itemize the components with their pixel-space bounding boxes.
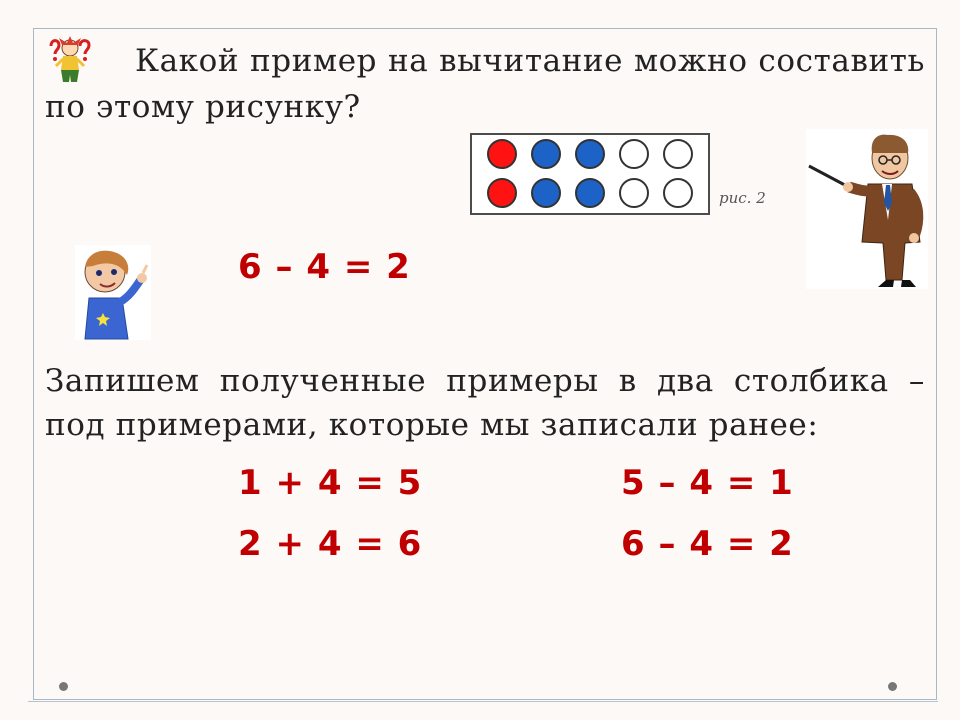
blue-counter-circle <box>532 140 560 168</box>
blue-counter-circle <box>576 140 604 168</box>
boy-illustration <box>75 245 151 340</box>
main-subtraction-example: 6 – 4 = 2 <box>238 247 411 287</box>
blue-counter-circle <box>576 179 604 207</box>
figure-label: рис. 2 <box>719 189 766 207</box>
right-column-example-2: 6 – 4 = 2 <box>621 524 794 564</box>
counter-grid <box>472 135 708 213</box>
teacher-illustration <box>806 129 928 289</box>
counter-figure <box>470 133 710 215</box>
blue-counter-circle <box>532 179 560 207</box>
red-counter-circle <box>488 179 516 207</box>
left-bottom-dot <box>59 682 68 691</box>
left-column-example-2: 2 + 4 = 6 <box>238 524 423 564</box>
instruction-text: Запишем полученные примеры в два столбика – под примерами, которые мы записали ранее: <box>45 363 925 443</box>
red-counter-circle <box>488 140 516 168</box>
right-bottom-dot <box>888 682 897 691</box>
empty-counter-circle <box>664 179 692 207</box>
left-column-example-1: 1 + 4 = 5 <box>238 463 423 503</box>
right-column-example-1: 5 – 4 = 1 <box>621 463 794 503</box>
bottom-divider <box>28 701 938 702</box>
empty-counter-circle <box>620 140 648 168</box>
empty-counter-circle <box>620 179 648 207</box>
question-text: Какой пример на вычитание можно составить по этому рисунку? <box>45 43 925 125</box>
empty-counter-circle <box>664 140 692 168</box>
